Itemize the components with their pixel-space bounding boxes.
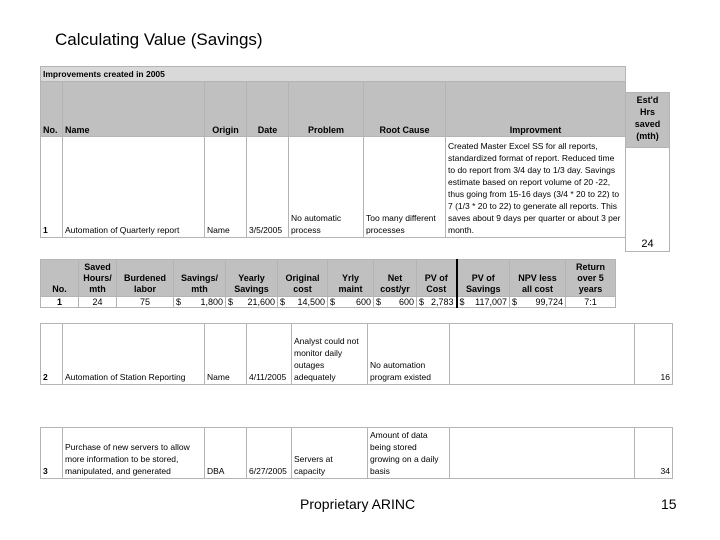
header-est-hrs-line: saved: [634, 119, 661, 129]
currency-symbol: $: [419, 297, 425, 307]
row-name: Purchase of new servers to allow more information to be stored, manipulated, and generated: [63, 428, 205, 479]
header-est-hrs-line: (mth): [636, 131, 659, 141]
pv-cost-value: 2,783: [430, 297, 454, 307]
savings-header-burdened-labor: [117, 260, 174, 297]
row-date: 6/27/2005: [247, 428, 292, 479]
row-date: 3/5/2005: [247, 137, 289, 238]
header-line: Yrly: [341, 273, 359, 283]
row-no: 3: [41, 428, 63, 479]
currency-symbol: $: [176, 297, 182, 307]
header-line: Burdened: [123, 273, 166, 283]
improvement-row-2: [40, 323, 673, 385]
header-date: Date: [247, 82, 289, 137]
row-est-hrs: 16: [635, 324, 673, 385]
row-origin: Name: [205, 137, 247, 238]
header-line: maint: [338, 284, 363, 294]
page-number: 15: [661, 496, 677, 512]
header-line: NPV less: [518, 273, 557, 283]
original-cost-value: 14,500: [297, 297, 325, 307]
header-line: Net: [387, 273, 403, 283]
row-problem: Analyst could not monitor daily outages adequately: [292, 324, 368, 385]
table-row: [41, 428, 673, 479]
savings-header-pv-cost: [417, 260, 457, 297]
pv-savings-value: 117,007: [475, 297, 507, 307]
section-row: [41, 67, 626, 82]
header-origin: Origin: [205, 82, 247, 137]
savings-header-savings-mth: [174, 260, 226, 297]
header-line: cost/yr: [380, 284, 410, 294]
savings-table: [40, 259, 616, 308]
header-row: [41, 82, 626, 137]
savings-header-pv-savings: [457, 260, 510, 297]
yrly-maint-value: 600: [355, 297, 371, 307]
savings-header-yearly-savings: [226, 260, 278, 297]
net-cost-value: 600: [398, 297, 414, 307]
row-origin: DBA: [205, 428, 247, 479]
header-line: Yearly: [238, 273, 265, 283]
currency-symbol: $: [459, 297, 465, 307]
row-no: 1: [41, 137, 63, 238]
header-line: Return: [576, 262, 605, 272]
table-row: [41, 324, 673, 385]
header-line: Cost: [426, 284, 447, 294]
header-est-hrs-line: Est'd: [636, 95, 659, 105]
savings-header-row: [41, 260, 616, 297]
savings-header-saved-hours: [79, 260, 117, 297]
savings-return: 7:1: [566, 297, 616, 308]
row-problem: No automatic process: [289, 137, 364, 238]
savings-savings-mth: [174, 297, 226, 308]
savings-mth-value: 1,800: [200, 297, 223, 307]
header-line: over 5: [577, 273, 604, 283]
header-line: PV of: [424, 273, 448, 283]
header-line: Savings/: [180, 273, 218, 283]
row-root-cause: No automation program existed: [368, 324, 450, 385]
savings-pv-savings: [457, 297, 510, 308]
savings-net-cost: [374, 297, 417, 308]
savings-value-row: [41, 297, 616, 308]
savings-npv: [510, 297, 566, 308]
savings-yearly-savings: [226, 297, 278, 308]
header-line: Saved: [84, 262, 111, 272]
savings-header-original-cost: [278, 260, 328, 297]
header-root-cause: Root Cause: [364, 82, 446, 137]
row-origin: Name: [205, 324, 247, 385]
header-line: Original: [285, 273, 320, 283]
savings-original-cost: [278, 297, 328, 308]
currency-symbol: $: [512, 297, 518, 307]
row-name: Automation of Station Reporting: [63, 324, 205, 385]
slide-title: Calculating Value (Savings): [55, 30, 263, 49]
header-est-hrs-line: Hrs: [639, 107, 655, 117]
currency-symbol: $: [228, 297, 234, 307]
savings-pv-cost: [417, 297, 457, 308]
row-date: 4/11/2005: [247, 324, 292, 385]
row-problem: Servers at capacity: [292, 428, 368, 479]
currency-symbol: $: [330, 297, 336, 307]
header-no: No.: [41, 82, 63, 137]
yearly-savings-value: 21,600: [247, 297, 275, 307]
row-est-hrs: 24: [641, 238, 654, 250]
row-root-cause: Too many different processes: [364, 137, 446, 238]
savings-header-no: No.: [41, 260, 79, 297]
currency-symbol: $: [280, 297, 286, 307]
header-line: mth: [191, 284, 208, 294]
row-est-hrs: 34: [635, 428, 673, 479]
savings-header-yrly-maint: [328, 260, 374, 297]
footer-text: Proprietary ARINC: [300, 496, 416, 512]
savings-burdened-labor: 75: [117, 297, 174, 308]
header-problem: Problem: [289, 82, 364, 137]
header-line: Savings: [465, 284, 501, 294]
header-line: PV of: [471, 273, 495, 283]
row-no: 2: [41, 324, 63, 385]
row-improvement: [450, 324, 635, 385]
savings-no: 1: [41, 297, 79, 308]
row-name: Automation of Quarterly report: [63, 137, 205, 238]
header-line: all cost: [521, 284, 553, 294]
row-root-cause: Amount of data being stored growing on a daily basis: [368, 428, 450, 479]
header-improvement: Improvment: [446, 82, 626, 137]
row-improvement: [450, 428, 635, 479]
header-line: Savings: [234, 284, 269, 294]
savings-header-return: [566, 260, 616, 297]
improvements-table: [40, 66, 626, 238]
table-row: [41, 137, 626, 238]
header-line: Hours/: [83, 273, 112, 283]
header-line: mth: [89, 284, 106, 294]
header-line: labor: [133, 284, 156, 294]
header-name: Name: [63, 82, 205, 137]
currency-symbol: $: [376, 297, 382, 307]
section-title: Improvements created in 2005: [41, 67, 626, 82]
header-line: years: [578, 284, 603, 294]
savings-yrly-maint: [328, 297, 374, 308]
savings-header-npv: [510, 260, 566, 297]
npv-value: 99,724: [535, 297, 563, 307]
savings-header-net-cost: [374, 260, 417, 297]
header-line: cost: [293, 284, 312, 294]
savings-saved-hours: 24: [79, 297, 117, 308]
improvement-row-3: [40, 427, 673, 479]
header-est-hrs: [625, 92, 670, 148]
row-improvement: Created Master Excel SS for all reports, standardized format of report. Reduced time to do report from 3/4 day to 1/3 day. Savings estimate based on report volume of 20 -22, thus going from 15-16 days (3/4 * 20 to 22) to 7 (1/3 * 20 to 22) to generate all reports. This saves about 9 days per quarter or about 3 per month.: [446, 137, 626, 238]
